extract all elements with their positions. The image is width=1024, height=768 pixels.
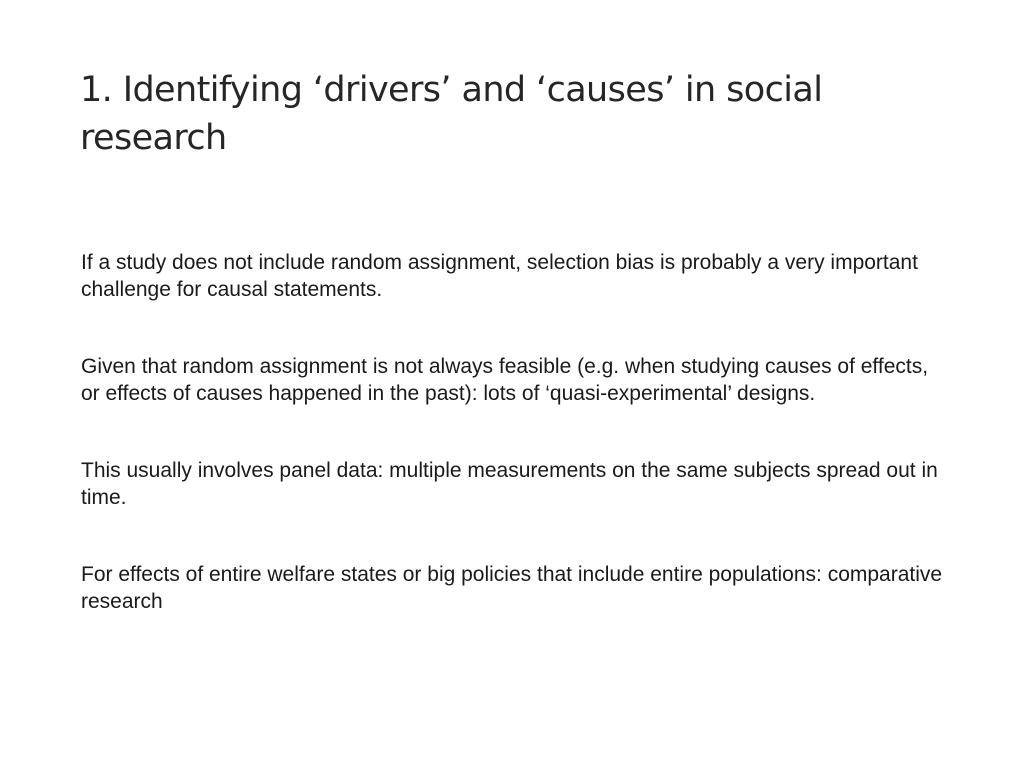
slide-body <box>81 249 951 665</box>
body-paragraph-2: Given that random assignment is not always feasible (e.g. when studying causes of effects, or effects of causes happened in the past): lots of ‘quasi-experimental’ designs. <box>81 355 929 405</box>
body-paragraph-1: If a study does not include random assignment, selection bias is probably a very important challenge for causal statements. <box>81 251 918 301</box>
slide-title: 1. Identifying ‘drivers’ and ‘causes’ in social research <box>80 70 823 158</box>
body-paragraph-3: This usually involves panel data: multiple measurements on the same subjects spread out in time. <box>81 459 938 509</box>
body-paragraph-4: For effects of entire welfare states or big policies that include entire populations: comparative research <box>81 563 943 613</box>
